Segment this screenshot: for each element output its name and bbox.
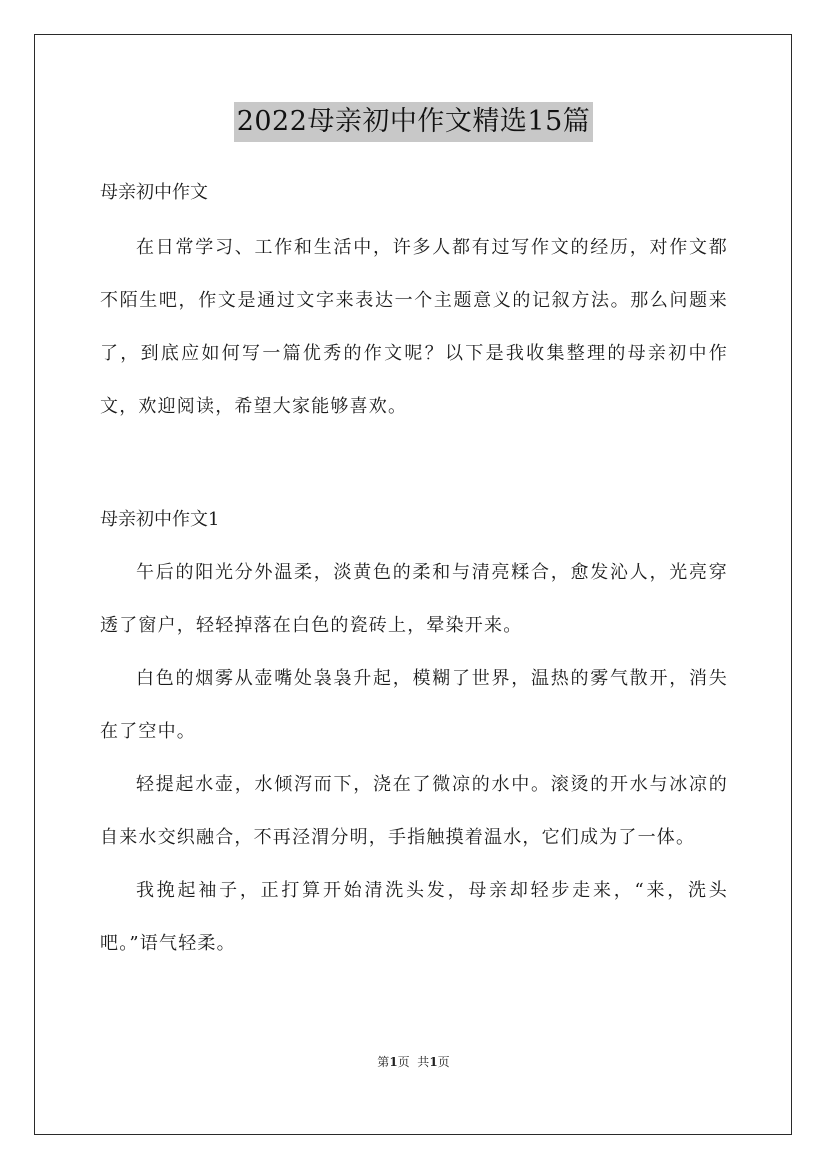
essay-body xyxy=(100,546,728,970)
essay-paragraph: 我挽起袖子，正打算开始清洗头发，母亲却轻步走来，“来，洗头吧。”语气轻柔。 xyxy=(100,880,728,954)
page-label-prefix: 第 xyxy=(377,1055,390,1069)
essay-paragraph: 白色的烟雾从壶嘴处袅袅升起，模糊了世界，温热的雾气散开，消失在了空中。 xyxy=(100,668,728,742)
essay-paragraph: 轻提起水壶，水倾泻而下，浇在了微凉的水中。滚烫的开水与冰凉的自来水交织融合，不再泾渭分明，手指触摸着温水，它们成为了一体。 xyxy=(100,774,728,848)
page-label-mid: 页 共 xyxy=(397,1055,430,1069)
essay-heading: 母亲初中作文1 xyxy=(100,509,220,530)
intro-paragraph-block xyxy=(100,221,728,433)
page-total: 1 xyxy=(429,1055,438,1069)
page-label-suffix: 页 xyxy=(437,1055,450,1069)
title-container xyxy=(0,102,827,142)
document-title: 2022母亲初中作文精选15篇 xyxy=(234,102,594,142)
essay-paragraph: 午后的阳光分外温柔，淡黄色的柔和与清亮糅合，愈发沁人，光亮穿透了窗户，轻轻掉落在白色的瓷砖上，晕染开来。 xyxy=(100,562,728,636)
intro-paragraph: 在日常学习、工作和生活中，许多人都有过写作文的经历，对作文都不陌生吧，作文是通过文字来表达一个主题意义的记叙方法。那么问题来了，到底应如何写一篇优秀的作文呢？以下是我收集整理的母亲初中作文，欢迎阅读，希望大家能够喜欢。 xyxy=(100,237,728,417)
intro-heading: 母亲初中作文 xyxy=(100,182,208,203)
page-current: 1 xyxy=(389,1055,398,1069)
page-footer xyxy=(0,1054,827,1070)
